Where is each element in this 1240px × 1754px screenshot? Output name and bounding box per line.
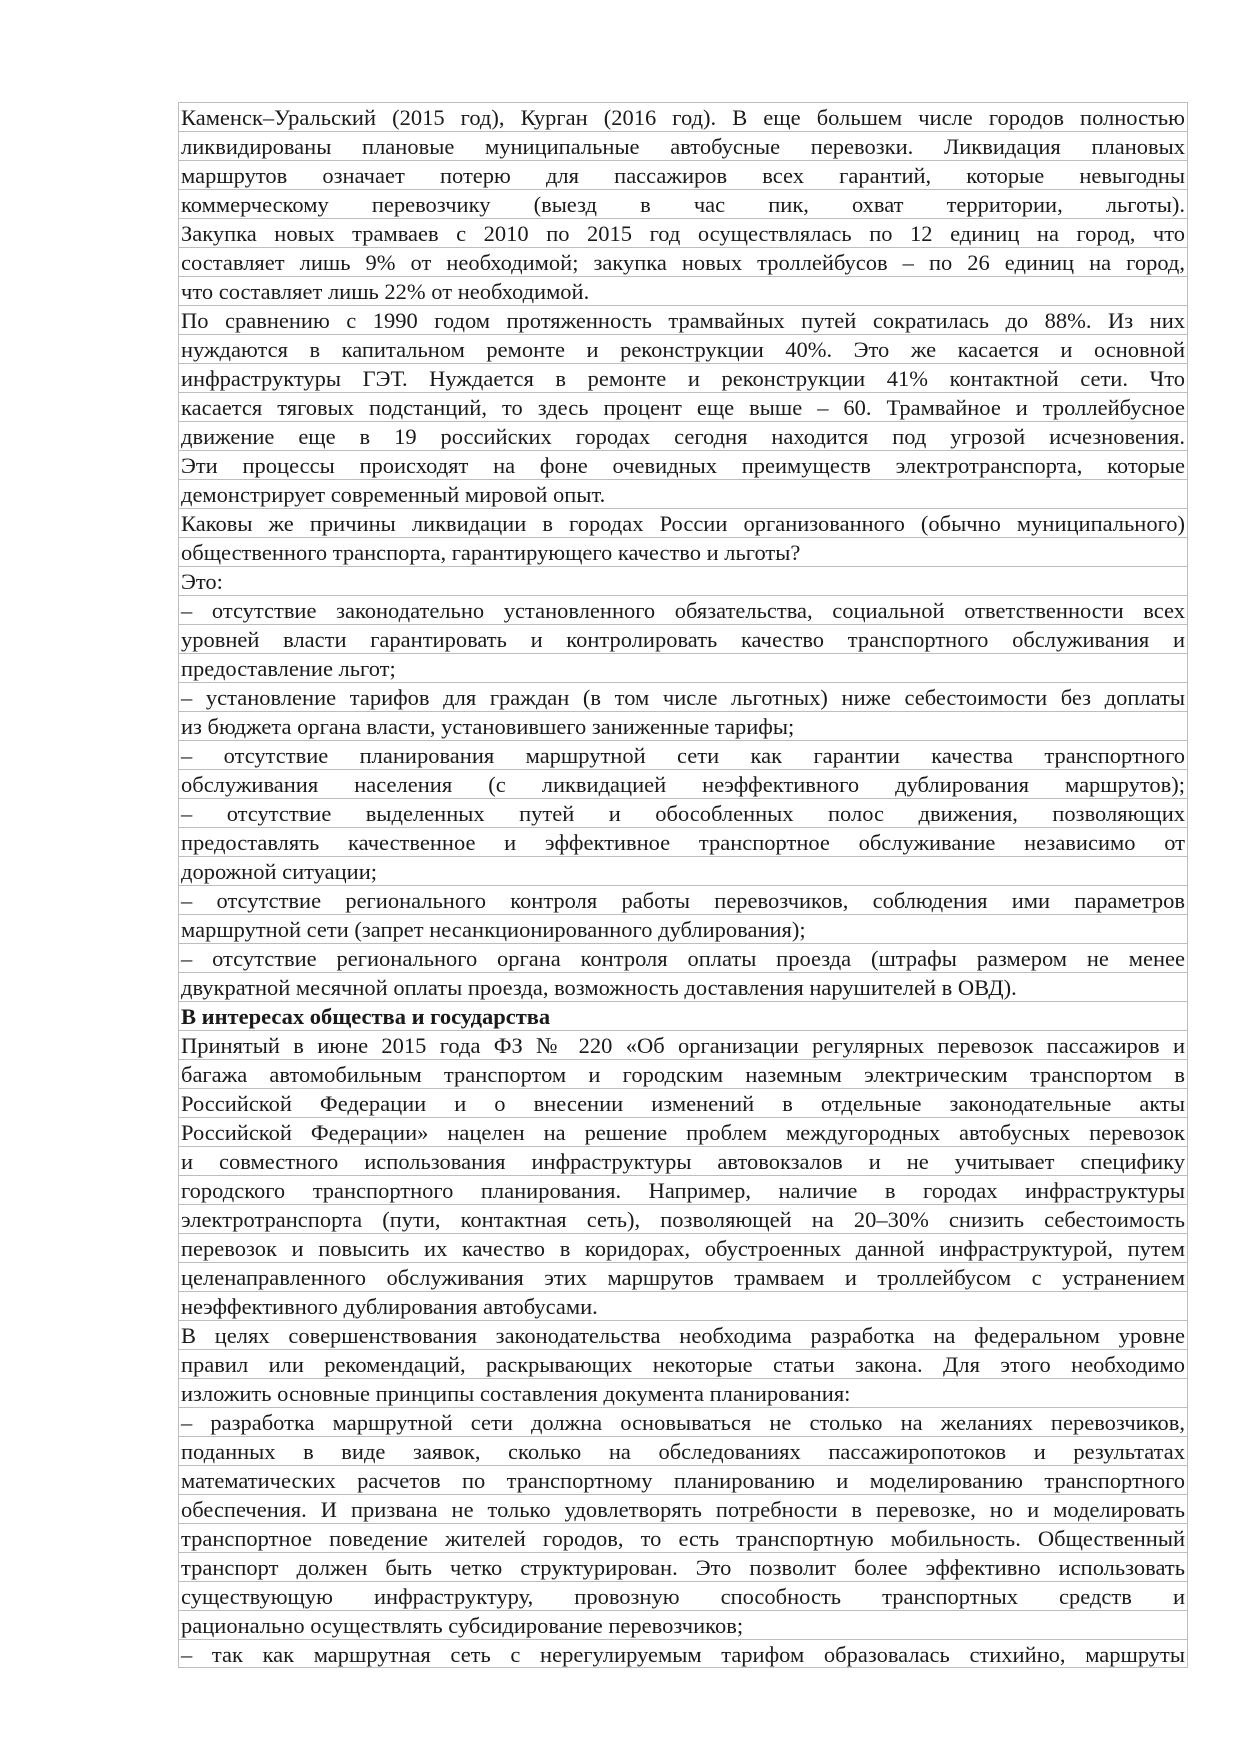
text-line: движение еще в 19 российских городах сегодня находится под угрозой исчезновения. <box>178 421 1188 450</box>
text-line: дорожной ситуации; <box>178 856 1188 885</box>
text-line: – отсутствие выделенных путей и обособленных полос движения, позволяющих <box>178 798 1188 827</box>
text-line: Каковы же причины ликвидации в городах России организованного (обычно муниципального) <box>178 508 1188 537</box>
text-line: коммерческому перевозчику (выезд в час пик, охват территории, льготы). <box>178 189 1188 218</box>
text-line: Это: <box>178 566 1188 595</box>
text-line: демонстрирует современный мировой опыт. <box>178 479 1188 508</box>
text-line: – отсутствие законодательно установленного обязательства, социальной ответственности всех <box>178 595 1188 624</box>
text-line: поданных в виде заявок, сколько на обследованиях пассажиропотоков и результатах <box>178 1436 1188 1465</box>
text-line: целенаправленного обслуживания этих маршрутов трамваем и троллейбусом с устранением <box>178 1262 1188 1291</box>
document-page <box>178 102 1188 1668</box>
text-line: перевозок и повысить их качество в коридорах, обустроенных данной инфраструктурой, путем <box>178 1233 1188 1262</box>
text-line: касается тяговых подстанций, то здесь процент еще выше – 60. Трамвайное и троллейбусное <box>178 392 1188 421</box>
text-line: предоставлять качественное и эффективное транспортное обслуживание независимо от <box>178 827 1188 856</box>
text-line: багажа автомобильным транспортом и городским наземным электрическим транспортом в <box>178 1059 1188 1088</box>
text-line: Принятый в июне 2015 года ФЗ № 220 «Об организации регулярных перевозок пассажиров и <box>178 1030 1188 1059</box>
text-line: изложить основные принципы составления документа планирования: <box>178 1378 1188 1407</box>
text-line: нуждаются в капитальном ремонте и реконструкции 40%. Это же касается и основной <box>178 334 1188 363</box>
text-line: – установление тарифов для граждан (в том числе льготных) ниже себестоимости без доплаты <box>178 682 1188 711</box>
text-line: электротранспорта (пути, контактная сеть), позволяющей на 20–30% снизить себестоимость <box>178 1204 1188 1233</box>
text-line: маршрутной сети (запрет несанкционированного дублирования); <box>178 914 1188 943</box>
text-line: предоставление льгот; <box>178 653 1188 682</box>
text-line: В целях совершенствования законодательства необходима разработка на федеральном уровне <box>178 1320 1188 1349</box>
text-line: Российской Федерации» нацелен на решение проблем междугородных автобусных перевозок <box>178 1117 1188 1146</box>
text-line: транспорт должен быть четко структурирован. Это позволит более эффективно использовать <box>178 1552 1188 1581</box>
text-line: математических расчетов по транспортному планированию и моделированию транспортного <box>178 1465 1188 1494</box>
text-line: существующую инфраструктуру, провозную способность транспортных средств и <box>178 1581 1188 1610</box>
text-line: – отсутствие регионального органа контроля оплаты проезда (штрафы размером не менее <box>178 943 1188 972</box>
text-line: что составляет лишь 22% от необходимой. <box>178 276 1188 305</box>
text-line: рационально осуществлять субсидирование перевозчиков; <box>178 1610 1188 1639</box>
text-line: Российской Федерации и о внесении изменений в отдельные законодательные акты <box>178 1088 1188 1117</box>
text-line: общественного транспорта, гарантирующего качество и льготы? <box>178 537 1188 566</box>
text-line: обеспечения. И призвана не только удовлетворять потребности в перевозке, но и моделировать <box>178 1494 1188 1523</box>
text-line: Закупка новых трамваев с 2010 по 2015 год осуществлялась по 12 единиц на город, что <box>178 218 1188 247</box>
text-line: По сравнению с 1990 годом протяженность трамвайных путей сократилась до 88%. Из них <box>178 305 1188 334</box>
text-line: ликвидированы плановые муниципальные автобусные перевозки. Ликвидация плановых <box>178 131 1188 160</box>
text-line: Эти процессы происходят на фоне очевидных преимуществ электротранспорта, которые <box>178 450 1188 479</box>
text-line: – разработка маршрутной сети должна основываться не столько на желаниях перевозчиков, <box>178 1407 1188 1436</box>
text-line: транспортное поведение жителей городов, то есть транспортную мобильность. Общественный <box>178 1523 1188 1552</box>
text-line: – так как маршрутная сеть с нерегулируемым тарифом образовалась стихийно, маршруты <box>178 1639 1188 1668</box>
text-line: составляет лишь 9% от необходимой; закупка новых троллейбусов – по 26 единиц на город, <box>178 247 1188 276</box>
text-line: городского транспортного планирования. Например, наличие в городах инфраструктуры <box>178 1175 1188 1204</box>
text-line: маршрутов означает потерю для пассажиров всех гарантий, которые невыгодны <box>178 160 1188 189</box>
text-line: неэффективного дублирования автобусами. <box>178 1291 1188 1320</box>
section-heading: В интересах общества и государства <box>178 1001 1188 1030</box>
text-line: – отсутствие регионального контроля работы перевозчиков, соблюдения ими параметров <box>178 885 1188 914</box>
text-line: уровней власти гарантировать и контролировать качество транспортного обслуживания и <box>178 624 1188 653</box>
text-line: Каменск–Уральский (2015 год), Курган (2016 год). В еще большем числе городов полностью <box>178 102 1188 131</box>
text-line: правил или рекомендаций, раскрывающих некоторые статьи закона. Для этого необходимо <box>178 1349 1188 1378</box>
text-line: обслуживания населения (с ликвидацией неэффективного дублирования маршрутов); <box>178 769 1188 798</box>
text-line: и совместного использования инфраструктуры автовокзалов и не учитывает специфику <box>178 1146 1188 1175</box>
text-line: из бюджета органа власти, установившего заниженные тарифы; <box>178 711 1188 740</box>
text-line: – отсутствие планирования маршрутной сети как гарантии качества транспортного <box>178 740 1188 769</box>
text-line: инфраструктуры ГЭТ. Нуждается в ремонте и реконструкции 41% контактной сети. Что <box>178 363 1188 392</box>
text-line: двукратной месячной оплаты проезда, возможность доставления нарушителей в ОВД). <box>178 972 1188 1001</box>
